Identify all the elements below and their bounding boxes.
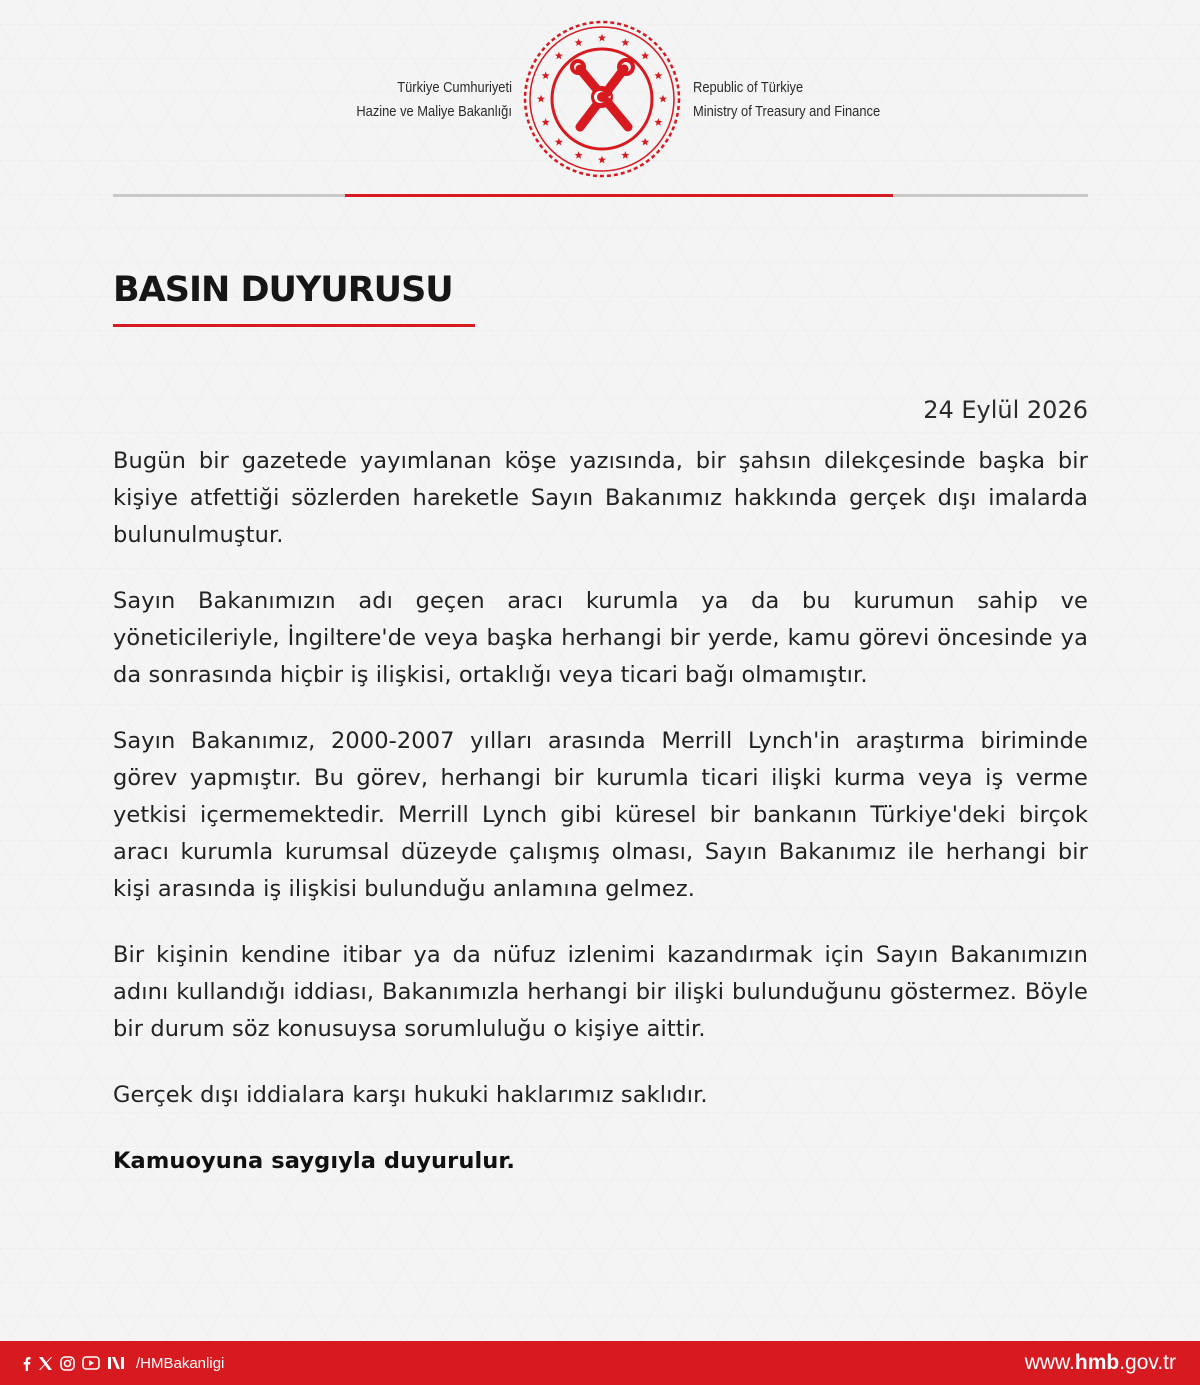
ministry-seal-logo [522, 19, 682, 179]
seal-star [659, 95, 667, 103]
seal-star [575, 151, 583, 159]
seal-star [641, 52, 649, 60]
header-line-country-tr: Türkiye Cumhuriyeti [397, 79, 512, 96]
facebook-icon[interactable] [22, 1356, 31, 1371]
social-handle[interactable]: /HMBakanligi [136, 1354, 225, 1372]
seal-star [542, 71, 550, 79]
seal-star [598, 34, 606, 42]
header-title-english [693, 76, 880, 124]
social-links [22, 1341, 224, 1385]
closing-statement: Kamuoyuna saygıyla duyurulur. [113, 1148, 516, 1174]
youtube-icon[interactable] [82, 1356, 100, 1370]
seal-star [654, 71, 662, 79]
seal-star [542, 118, 550, 126]
title-underline [113, 324, 475, 327]
paragraph: Sayın Bakanımızın adı geçen aracı kurumla ya da bu kurumun sahip ve yöneticileriyle, İngiltere'de veya başka herhangi bir yerde, kamu görevi öncesinde ya da sonrasında hiçbir iş ilişkisi, ortaklığı veya ticari bağı olmamıştır. [113, 588, 1088, 688]
header-title-turkish [356, 76, 512, 124]
header-line-ministry-tr: Hazine ve Maliye Bakanlığı [356, 103, 512, 120]
seal-star [621, 151, 629, 159]
website-domain: hmb [1074, 1351, 1120, 1374]
footer-bar [0, 1341, 1200, 1385]
seal-star [575, 38, 583, 46]
instagram-icon[interactable] [60, 1356, 75, 1371]
website-suffix: .gov.tr [1119, 1351, 1176, 1374]
seal-star [598, 156, 606, 164]
header-line-country-en: Republic of Türkiye [693, 79, 804, 96]
seal-star [555, 52, 563, 60]
website-prefix: www. [1024, 1351, 1075, 1374]
seal-star [621, 38, 629, 46]
announcement-date: 24 Eylül 2026 [923, 396, 1088, 424]
header-divider-accent [345, 194, 893, 197]
paragraph: Bugün bir gazetede yayımlanan köşe yazısında, bir şahsın dilekçesinde başka bir kişiye atfettiği sözlerden hareketle Sayın Bakanımız hakkında gerçek dışı imalarda bulunulmuştur. [113, 448, 1088, 548]
x-icon[interactable] [38, 1356, 53, 1371]
paragraph: Gerçek dışı iddialara karşı hukuki haklarımız saklıdır. [113, 1082, 708, 1108]
paragraph: Bir kişinin kendine itibar ya da nüfuz izlenimi kazandırmak için Sayın Bakanımızın adını kullandığı iddiası, Bakanımızla herhangi bir ilişki bulunduğunu göstermez. Böyle bir durum söz konusuysa sorumluluğu o kişiye aittir. [113, 942, 1088, 1042]
paragraph: Sayın Bakanımız, 2000-2007 yılları arasında Merrill Lynch'in araştırma biriminde görev yapmıştır. Bu görev, herhangi bir kurumla ticari ilişki kurma veya iş verme yetkisi içermemektedir. Merrill Lynch gibi küresel bir bankanın Türkiye'deki birçok aracı kurumla kurumsal düzeyde çalışmış olması, Sayın Bakanımız ile herhangi bir kişi arasında iş ilişkisi bulunduğu anlamına gelmez. [113, 728, 1088, 902]
seal-star [654, 118, 662, 126]
seal-star [555, 138, 563, 146]
announcement-body [113, 443, 1088, 1209]
nsosyal-icon[interactable] [107, 1356, 127, 1370]
seal-star [537, 95, 545, 103]
seal-star [641, 138, 649, 146]
page-title: BASIN DUYURUSU [113, 270, 453, 310]
website-link[interactable] [1025, 1341, 1176, 1385]
header-line-ministry-en: Ministry of Treasury and Finance [693, 103, 881, 120]
